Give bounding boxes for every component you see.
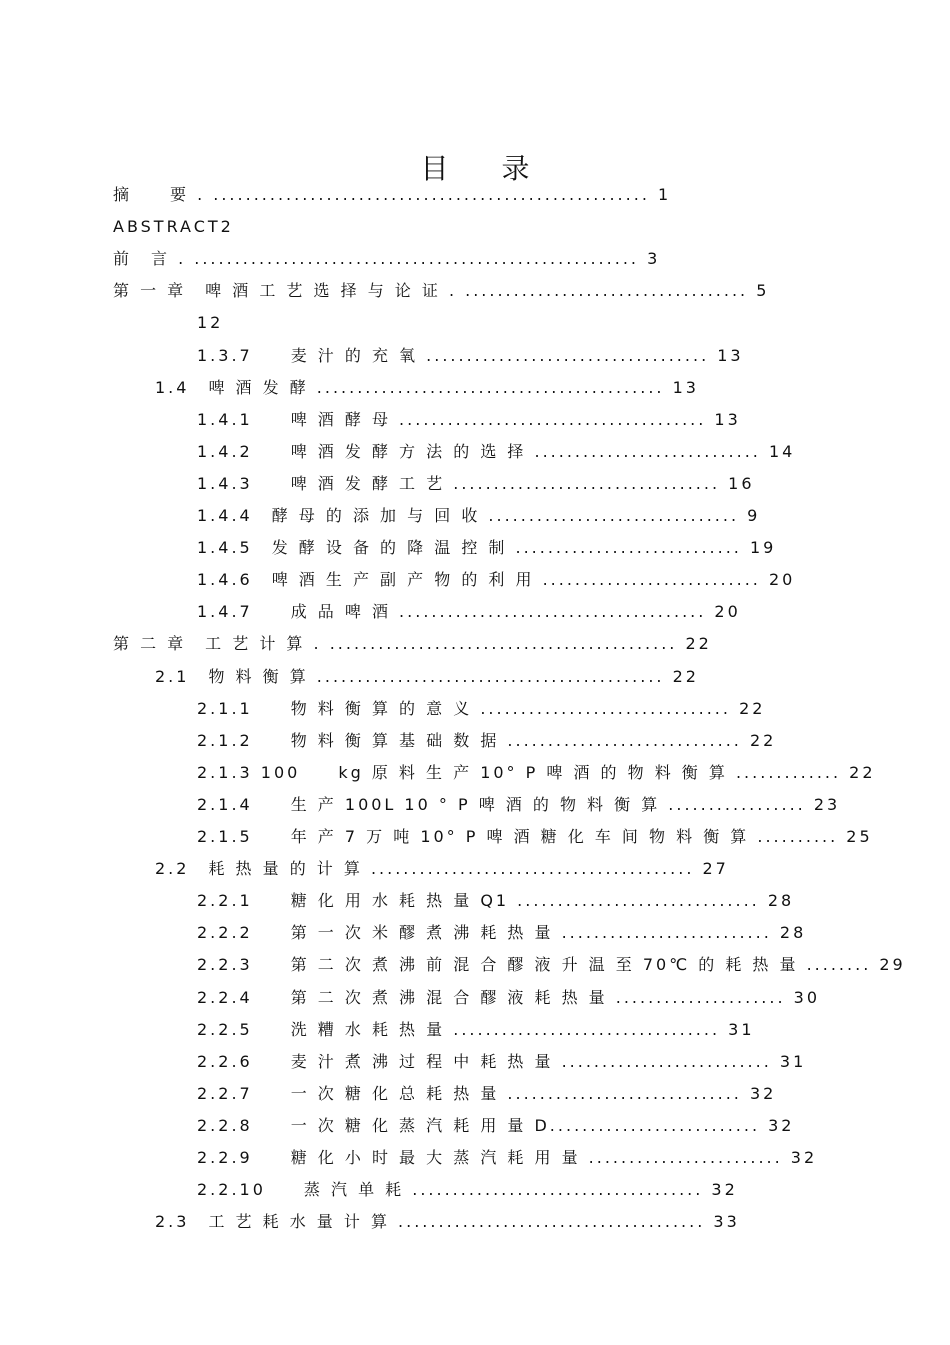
toc-entry[interactable] [113,629,712,659]
toc-entry-text: 1.4.5 发 酵 设 备 的 降 温 控 制 ............................ 19 [197,538,777,558]
toc-entry-text: 2.1.3 100 kg 原 料 生 产 10° P 啤 酒 的 物 料 衡 算 ............. 22 [197,762,876,782]
toc-entry[interactable] [197,1143,817,1173]
toc-entry[interactable] [197,950,906,980]
toc-entry-text: 1.4.2 啤 酒 发 酵 方 法 的 选 择 ............................ 14 [197,441,796,461]
toc-entry[interactable] [155,1207,740,1237]
toc-entry-text: 2.2.9 糖 化 小 时 最 大 蒸 汽 耗 用 量 ........................ 32 [197,1148,818,1167]
toc-entry-text: ABSTRACT2 [113,217,234,237]
page-title: 目 录 [420,151,552,185]
toc-entry-text: 1.4.7 成 品 啤 酒 ...................................... 20 [197,602,741,622]
toc-entry[interactable] [113,276,769,306]
toc-entry-text: 1.4 啤 酒 发 酵 ........................................... 13 [155,377,699,397]
toc-entry-text: 2.2.6 麦 汁 煮 沸 过 程 中 耗 热 量 .......................... 31 [197,1051,807,1071]
toc-entry[interactable] [113,244,660,274]
toc-entry-text: 1.4.6 啤 酒 生 产 副 产 物 的 利 用 ........................... 20 [197,570,796,590]
toc-entry-text: 第 一 章 啤 酒 工 艺 选 择 与 论 证 . ................................... 5 [113,281,770,301]
toc-entry-text: 2.2.10 蒸 汽 单 耗 .................................... 32 [197,1180,738,1200]
toc-entry-text: 1.3.7 麦 汁 的 充 氧 ................................... 13 [197,345,744,365]
toc-entry-text: 2.2.5 洗 糟 水 耗 热 量 ................................. 31 [197,1019,755,1039]
toc-entry[interactable] [197,822,873,852]
toc-entry[interactable] [197,469,755,499]
toc-entry-text: 2.1.4 生 产 100L 10 ° P 啤 酒 的 物 料 衡 算 ................. 23 [197,794,841,814]
toc-entry-text: 1.4.3 啤 酒 发 酵 工 艺 ................................. 16 [197,473,755,493]
toc-entry[interactable] [155,662,699,692]
toc-entry-text: 摘 要 . ...................................................... 1 [113,185,672,204]
toc-entry[interactable] [197,597,741,627]
toc-entry[interactable] [197,501,760,531]
toc-entry-text: 1.4.4 酵 母 的 添 加 与 回 收 ............................... 9 [197,506,761,525]
toc-entry-text: 2.2.1 糖 化 用 水 耗 热 量 Q1 .............................. 28 [197,891,795,911]
toc-entry[interactable] [197,790,840,820]
toc-entry[interactable] [197,694,765,724]
toc-entry[interactable] [197,533,776,563]
toc-entry[interactable] [197,308,223,338]
toc-entry[interactable] [197,1047,806,1077]
toc-entry-text: 2.2.7 一 次 糖 化 总 耗 热 量 ............................. 32 [197,1083,777,1103]
toc-entry[interactable] [197,437,795,467]
toc-entry[interactable] [197,1079,776,1109]
toc-entry[interactable] [197,1111,795,1141]
toc-entry[interactable] [155,854,729,884]
toc-entry-text: 1.4.1 啤 酒 酵 母 ...................................... 13 [197,409,741,429]
toc-entry-text: 2.3 工 艺 耗 水 量 计 算 ...................................... 33 [155,1212,740,1232]
toc-entry[interactable] [155,373,699,403]
toc-entry-text: 2.2 耗 热 量 的 计 算 ........................................ 27 [155,859,729,879]
toc-entry-text: 2.1.5 年 产 7 万 吨 10° P 啤 酒 糖 化 车 间 物 料 衡 算 .......... 25 [197,827,873,846]
toc-entry[interactable] [113,180,671,210]
toc-entry-text: 2.2.2 第 一 次 米 醪 煮 沸 耗 热 量 .......................... 28 [197,923,807,943]
toc-entry-text: 2.1.2 物 料 衡 算 基 础 数 据 ............................. 22 [197,730,777,750]
toc-entry-text: 第 二 章 工 艺 计 算 . ........................................... 22 [113,634,712,654]
toc-entry-text: 2.1 物 料 衡 算 ........................................... 22 [155,666,699,686]
toc-entry[interactable] [197,565,795,595]
toc-entry-text: 12 [197,313,224,333]
toc-entry-text: 2.2.8 一 次 糖 化 蒸 汽 耗 用 量 D.......................... 32 [197,1115,795,1135]
toc-entry[interactable] [197,341,744,371]
toc-entry[interactable] [197,1015,755,1045]
toc-entry[interactable] [197,758,876,788]
toc-entry-text: 前 言 . ....................................................... 3 [113,249,661,269]
toc-entry-text: 2.2.3 第 二 次 煮 沸 前 混 合 醪 液 升 温 至 70℃ 的 耗 热 量 ........ 29 [197,955,906,975]
toc-entry-text: 2.2.4 第 二 次 煮 沸 混 合 醪 液 耗 热 量 ..................... 30 [197,987,820,1007]
toc-entry[interactable] [197,1175,738,1205]
toc-entry[interactable] [197,886,794,916]
toc-entry[interactable] [113,212,234,242]
toc-entry[interactable] [197,918,806,948]
toc-entry[interactable] [197,405,741,435]
toc-entry-text: 2.1.1 物 料 衡 算 的 意 义 ............................... 22 [197,698,766,718]
toc-entry[interactable] [197,726,776,756]
toc-entry[interactable] [197,983,820,1013]
